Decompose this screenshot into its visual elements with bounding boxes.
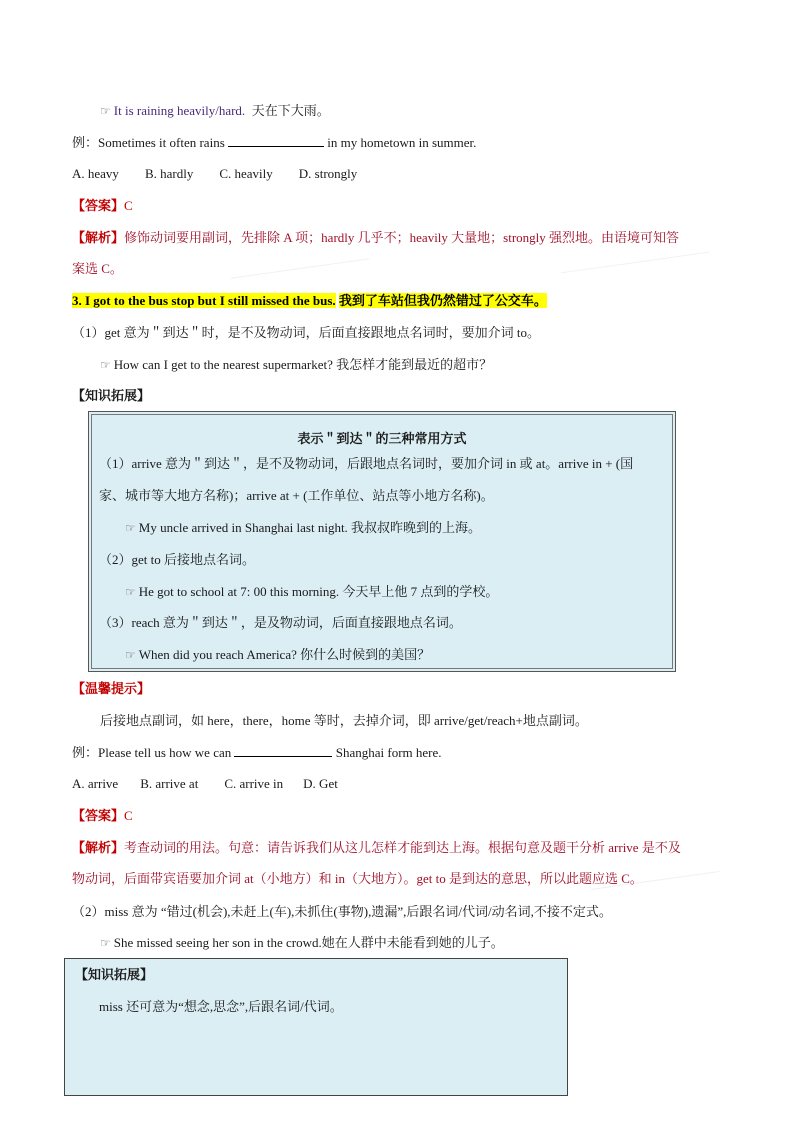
watermark-stroke	[561, 252, 710, 274]
heading-en: 3. I got to the bus stop but I still missed the bus.	[72, 293, 336, 308]
example-get-to: ☞ How can I get to the nearest supermarket? 我怎样才能到最近的超市？	[100, 357, 493, 372]
heading-cn: 我到了车站但我仍然错过了公交车。	[338, 293, 547, 308]
answer-blank[interactable]	[234, 744, 332, 757]
section-3-heading	[72, 291, 547, 311]
option-a[interactable]: A. arrive	[72, 776, 119, 791]
question-prefix: 例：	[72, 135, 99, 150]
box-get-to-line: （2）get to 后接地点名词。	[99, 552, 255, 567]
box-reach-line: （3）reach 意为＂到达＂，是及物动词，后面直接跟地点名词。	[99, 615, 462, 630]
answer-value: C	[124, 808, 133, 823]
option-a[interactable]: A. heavy	[72, 166, 119, 181]
watermark-stroke	[231, 258, 370, 278]
analysis-1	[72, 228, 679, 248]
pointing-hand-icon: ☞	[125, 585, 136, 599]
tip-text: 后接地点副词，如 here，there，home 等时，去掉介词，即 arrive/get/reach+地点副词。	[100, 713, 588, 728]
point-1-get: （1）get 意为＂到达＂时，是不及物动词，后面直接跟地点名词时，要加介词 to。	[72, 325, 540, 340]
question-2: 例：Please tell us how we can Shanghai form here.	[72, 745, 442, 760]
pointing-hand-icon: ☞	[125, 521, 136, 535]
analysis-text-cont: 物动词，后面带宾语要加介词 at（小地方）和 in（大地方）。get to 是到达的意思，所以此题应选 C。	[72, 871, 643, 886]
knowledge-box-miss	[64, 958, 568, 1096]
box-arrive-line-cont: 家、城市等大地方名称)；arrive at + (工作单位、站点等小地方名称)。	[99, 488, 494, 503]
option-b[interactable]: B. hardly	[144, 166, 194, 181]
box-arrive-line: （1）arrive 意为＂到达＂，是不及物动词，后跟地点名词时，要加介词 in 或 at。arrive in + (国	[99, 456, 634, 471]
question-text-after: Shanghai form here.	[335, 745, 442, 760]
pointing-hand-icon: ☞	[125, 648, 136, 662]
analysis-text: 修饰动词要用副词，先排除 A 项；hardly 几乎不；heavily 大量地；strongly 强烈地。由语境可知答	[124, 230, 680, 245]
question-1-options	[72, 164, 383, 184]
answer-2	[72, 806, 133, 826]
example-miss: ☞ She missed seeing her son in the crowd.她在人群中未能看到她的儿子。	[100, 935, 504, 950]
question-1	[72, 133, 476, 153]
pointing-hand-icon: ☞	[100, 358, 111, 372]
tip-label: 【温馨提示】	[72, 681, 151, 696]
box-title: 表示＂到达＂的三种常用方式	[297, 431, 467, 446]
question-text-before: Please tell us how we can	[98, 745, 232, 760]
option-d[interactable]: D. strongly	[298, 166, 358, 181]
pointing-hand-icon: ☞	[100, 104, 111, 118]
point-2-miss: （2）miss 意为 “错过(机会),未赶上(车),未抓住(事物),遗漏”,后跟名词/代词/动名词,不接不定式。	[72, 904, 612, 919]
example-cn: 天在下大雨。	[251, 103, 330, 118]
analysis-text-cont: 案选 C。	[72, 261, 123, 276]
answer-1	[72, 196, 133, 216]
option-c[interactable]: C. arrive in	[224, 776, 284, 791]
knowledge-extension-label: 【知识拓展】	[72, 388, 151, 403]
box-example-1: ☞ My uncle arrived in Shanghai last night. 我叔叔昨晚到的上海。	[125, 520, 482, 535]
option-d[interactable]: D. Get	[303, 776, 338, 791]
option-c[interactable]: C. heavily	[219, 166, 273, 181]
example-line-heavily	[100, 101, 330, 121]
analysis-label: 【解析】	[72, 840, 125, 855]
analysis-label: 【解析】	[72, 230, 125, 245]
analysis-2	[72, 838, 681, 858]
box-example-3: ☞ When did you reach America? 你什么时候到的美国？	[125, 647, 431, 662]
knowledge-extension-label: 【知识拓展】	[75, 967, 154, 982]
option-b[interactable]: B. arrive at	[140, 776, 199, 791]
box-miss-text: miss 还可意为“想念,思念”,后跟名词/代词。	[99, 999, 343, 1014]
example-en: It is raining heavily/hard.	[113, 103, 246, 118]
answer-label: 【答案】	[72, 198, 125, 213]
knowledge-box-arrive	[88, 411, 676, 672]
answer-label: 【答案】	[72, 808, 125, 823]
question-2-options	[72, 774, 364, 794]
answer-value: C	[124, 198, 133, 213]
question-text-after: in my hometown in summer.	[327, 135, 477, 150]
question-text-before: Sometimes it often rains	[98, 135, 225, 150]
pointing-hand-icon: ☞	[100, 936, 111, 950]
answer-blank[interactable]	[228, 134, 324, 147]
box-example-2: ☞ He got to school at 7: 00 this morning. 今天早上他 7 点到的学校。	[125, 584, 499, 599]
analysis-text: 考查动词的用法。句意：请告诉我们从这儿怎样才能到达上海。根据句意及题干分析 arrive 是不及	[124, 840, 681, 855]
